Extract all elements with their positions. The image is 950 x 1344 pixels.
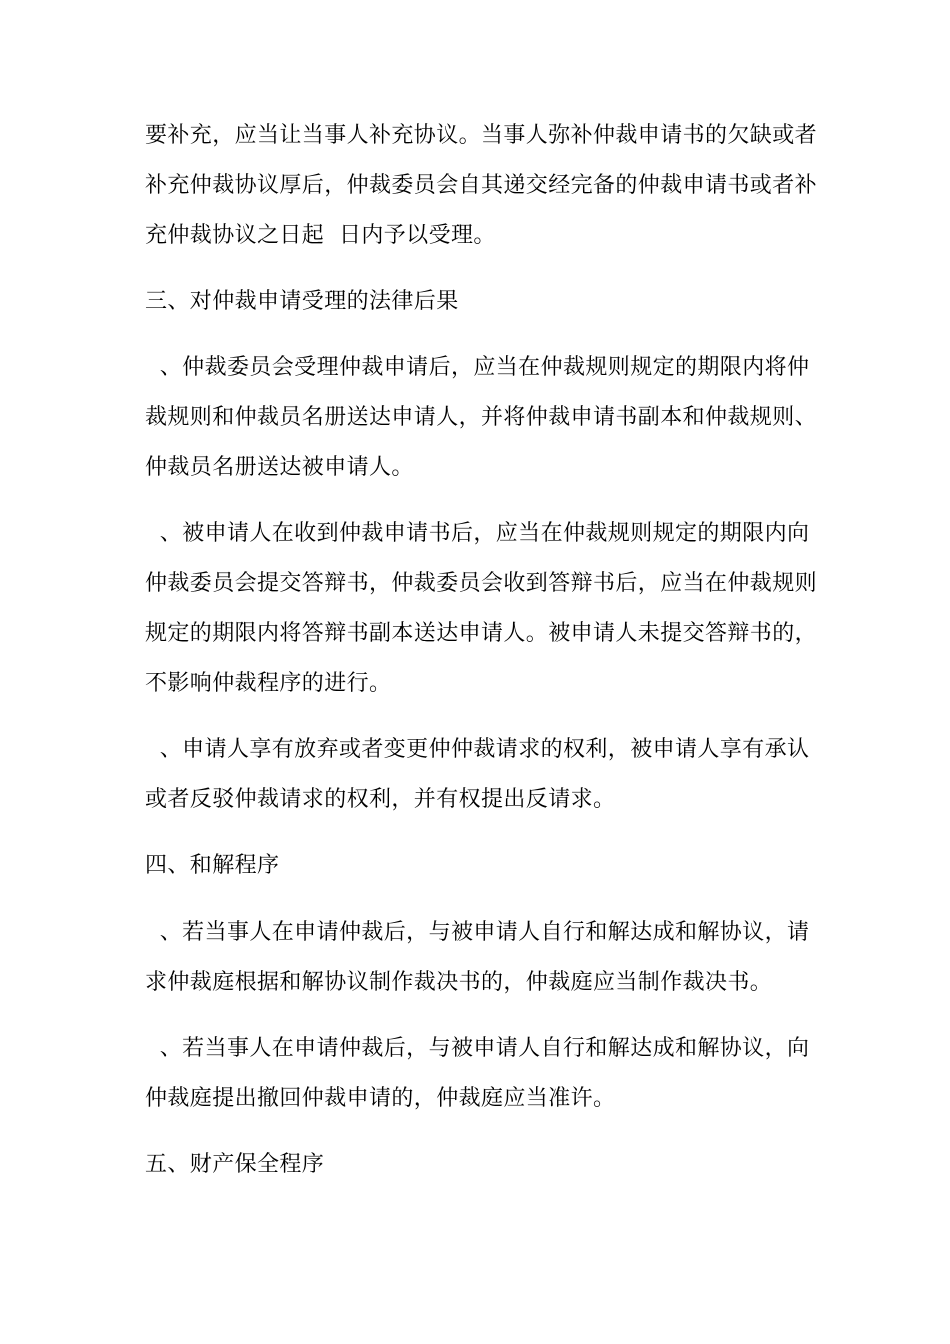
section-heading: 五、财产保全程序 <box>145 1152 325 1177</box>
text-line: 规定的期限内将答辩书副本送达申请人。被申请人未提交答辩书的， <box>145 621 818 646</box>
section-heading: 四、和解程序 <box>145 853 280 878</box>
text-line: 补充仲裁协议厚后，仲裁委员会自其递交经完备的仲裁申请书或者补 <box>145 173 818 198</box>
text-line: 、申请人享有放弃或者变更仲仲裁请求的权利，被申请人享有承认 <box>145 737 810 762</box>
text-line: 、若当事人在申请仲裁后，与被申请人自行和解达成和解协议，请 <box>145 920 810 945</box>
text-line: 、若当事人在申请仲裁后，与被申请人自行和解达成和解协议，向 <box>145 1036 810 1061</box>
text-line: 仲裁委员会提交答辩书，仲裁委员会收到答辩书后，应当在仲裁规则 <box>145 571 818 596</box>
section-heading: 三、对仲裁申请受理的法律后果 <box>145 289 459 314</box>
text-line: 要补充，应当让当事人补充协议。当事人弥补仲裁申请书的欠缺或者 <box>145 123 818 148</box>
text-line: 求仲裁庭根据和解协议制作裁决书的，仲裁庭应当制作裁决书。 <box>145 970 773 995</box>
text-line: 裁规则和仲裁员名册送达申请人，并将仲裁申请书副本和仲裁规则、 <box>145 405 818 430</box>
text-line: 仲裁员名册送达被申请人。 <box>145 455 414 480</box>
text-line: 不影响仲裁程序的进行。 <box>145 671 392 696</box>
text-line: 仲裁庭提出撤回仲裁申请的，仲裁庭应当准许。 <box>145 1086 616 1111</box>
text-line: 或者反驳仲裁请求的权利，并有权提出反请求。 <box>145 787 616 812</box>
text-line: 、被申请人在收到仲裁申请书后，应当在仲裁规则规定的期限内向 <box>145 521 810 546</box>
text-line: 、仲裁委员会受理仲裁申请后，应当在仲裁规则规定的期限内将仲 <box>145 355 810 380</box>
text-line: 充仲裁协议之日起 日内予以受理。 <box>145 223 496 248</box>
